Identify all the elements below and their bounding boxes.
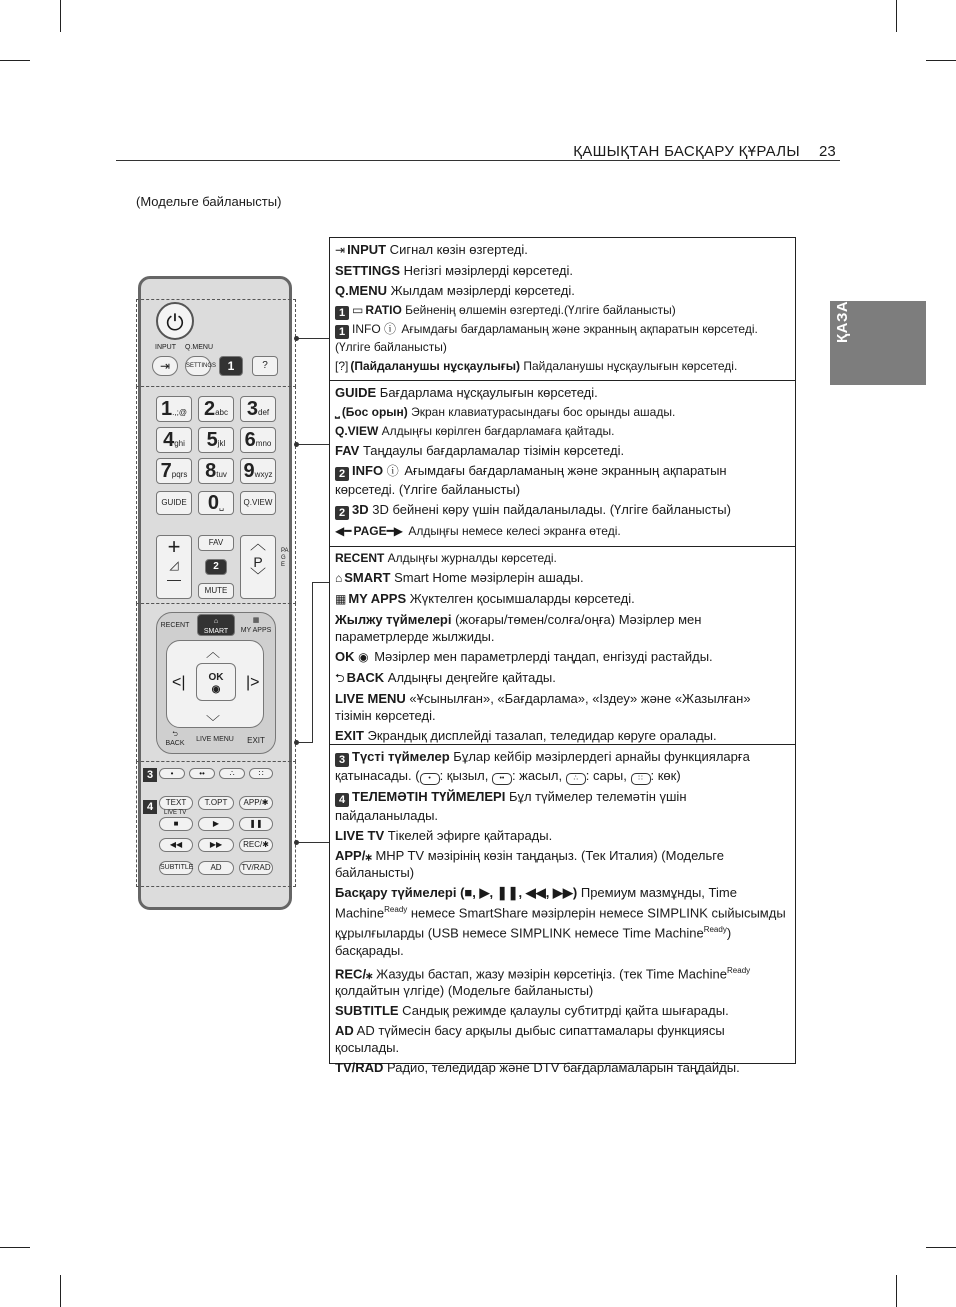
number-badge: 3 [335,753,349,767]
fav-button[interactable]: FAV [198,535,234,551]
number-key-4[interactable]: 4ghi [156,427,192,453]
crop-mark [60,0,61,32]
page-number: 23 [819,143,836,160]
crop-mark [0,60,30,61]
model-note: (Модельге байланысты) [136,194,282,209]
marker-3: 3 [143,768,157,782]
back-button[interactable]: ⮌ BACK [165,731,185,747]
red-button[interactable]: • [159,768,185,779]
arrow-down-icon[interactable]: ﹀ [206,714,220,730]
rec-button[interactable]: REC/✱ [239,838,273,852]
number-key-7[interactable]: 7pqrs [156,458,192,484]
input-button[interactable]: ⇥ [152,356,178,376]
description-table [329,237,796,1075]
table-section-3: RECENT Алдыңғы журналды көрсетеді. ⌂ SMART Smart Home мәзірлерін ашады. ▦ MY APPS Жүктелген қосымшаларды көрсетеді. Жылжу түймелері (жоғары/төмен/солға/оңға) Мәзірлер мен параметрлерде жылжиды. OK ◉ Мәзірлер мен параметрлерді таңдап, енгізуді растайды. ⮌ BACK Алдыңғы деңгейге қайтады. LIVE MENU «Ұсынылған», «Бағдарлама», «Іздеу» және «Жазылған» тізімін көрсетеді. EXIT Экрандық дисплейді тазалап, теледидар көруге оралады. [330,547,795,745]
info-icon: ⓘ [384,322,397,336]
input-label: INPUT [155,344,176,351]
ratio-icon: ▭ [352,303,364,317]
page-header-title: ҚАШЫҚТАН БАСҚАРУ ҚҰРАЛЫ [573,143,800,160]
stop-button[interactable]: ■ [159,817,193,831]
play-button[interactable]: ▶ [198,817,234,831]
home-icon: ⌂ [335,571,343,585]
leader-line [298,742,312,743]
blue-button[interactable]: ∷ [249,768,273,779]
leader-line [298,842,330,843]
number-badge: 2 [335,506,349,520]
help-button[interactable]: ? [252,356,278,376]
yellow-button[interactable]: ∴ [219,768,245,779]
mute-button[interactable]: MUTE [198,583,234,599]
leader-line [312,582,330,583]
number-badge: 2 [335,467,349,481]
crop-mark [896,0,897,32]
yellow-dot-icon: ∴ [566,773,586,785]
tvrad-button[interactable]: TV/RAD [239,861,273,875]
number-badge: 1 [335,306,349,320]
help-icon: [?] [335,359,349,373]
green-button[interactable]: •• [189,768,215,779]
crop-mark [0,1247,30,1248]
zero-button[interactable]: 0␣ [198,491,234,515]
pause-button[interactable]: ❚❚ [239,817,273,831]
table-section-2: GUIDE Бағдарлама нұсқаулығын көрсетеді. ⎵ (Бос орын) Экран клавиатурасындағы бос орынды ашады. Q.VIEW Алдыңғы көрілген бағдарламаға қайтады. FAV Таңдаулы бағдарламалар тізімін көрсетеді. 2 INFO ⓘ Ағымдағы бағдарламаның және экранның ақпаратын көрсетеді. (Үлгіге байланысты) 2 3D 3D бейнені көру үшін пайдаланылады. (Үлгіге байланысты) ◀━ PAGE━▶ Алдыңғы немесе келесі экранға өтеді. [330,381,795,547]
settings-button[interactable]: SETTINGS [185,356,211,376]
leader-line [312,582,313,743]
marker-4: 4 [143,800,157,814]
arrow-right-icon[interactable]: |> [246,674,260,691]
space-icon: ⎵ [335,405,340,419]
number-badge: 1 [335,325,349,339]
input-icon: ⇥ [335,243,346,257]
livemenu-button[interactable]: LIVE MENU [196,736,234,743]
recent-button[interactable]: RECENT [160,622,190,629]
power-icon: ⏻ [166,310,184,335]
myapps-button[interactable]: ▦ MY APPS [240,617,272,634]
language-tab-label: ҚАЗАҚША [834,264,851,343]
text-button[interactable]: TEXT [159,796,193,810]
topt-button[interactable]: T.OPT [198,796,234,810]
crop-mark [926,1247,956,1248]
exit-button[interactable]: EXIT [247,736,265,745]
ratio-button[interactable]: 1 [219,356,243,376]
program-rocker[interactable]: ︿ P ﹀ [240,535,276,599]
3d-button[interactable]: 2 [205,559,227,575]
back-icon: ⮌ [335,671,345,685]
arrow-left-icon[interactable]: <| [172,674,186,691]
info-icon: ⓘ [386,464,399,478]
forward-button[interactable]: ▶▶ [198,838,234,852]
page-left-icon: ◀━ [335,524,352,538]
red-dot-icon: • [420,773,440,785]
leader-line [298,444,330,445]
crop-mark [926,60,956,61]
arrow-up-icon[interactable]: ︿ [206,644,220,660]
green-dot-icon: •• [492,773,512,785]
number-key-5[interactable]: 5jkl [198,427,234,453]
guide-button[interactable]: GUIDE [156,491,192,515]
ok-dot-icon: ◉ [358,650,369,664]
table-section-1: ⇥ INPUT Сигнал көзін өзгертеді. SETTINGS Негізгі мәзірлерді көрсетеді. Q.MENU Жылдам мәзірлерді көрсетеді. 1 ▭ RATIO Бейненің өлшемін өзгертеді.(Үлгіге байланысты) 1 INFO ⓘ Ағымдағы бағдарламаның және экранның ақпаратын көрсетеді. (Үлгіге байланысты) [?] (Пайдаланушы нұсқаулығы) Пайдаланушы нұсқаулығын көрсетеді. [330,238,795,381]
number-key-9[interactable]: 9wxyz [240,458,276,484]
header-rule [116,160,840,161]
volume-rocker[interactable]: + ◿ — [156,535,192,599]
number-key-3[interactable]: 3def [240,396,276,422]
page-right-icon: ━▶ [386,524,404,538]
number-badge: 4 [335,793,349,807]
qmenu-label: Q.MENU [185,344,213,351]
apps-grid-icon: ▦ [335,592,347,606]
number-key-2[interactable]: 2abc [198,396,234,422]
number-key-8[interactable]: 8tuv [198,458,234,484]
qview-button[interactable]: Q.VIEW [240,491,276,515]
page-side-label: PAGE [281,548,289,568]
number-key-1[interactable]: 1.,;@ [156,396,192,422]
subtitle-button[interactable]: SUBTITLE [159,861,193,875]
crop-mark [896,1275,897,1307]
blue-dot-icon: ∷ [631,773,651,785]
smart-button[interactable]: ⌂ SMART [197,614,235,636]
ok-button[interactable]: OK ◉ [196,663,236,701]
app-button[interactable]: APP/✱ [239,796,273,810]
ad-button[interactable]: AD [198,861,234,875]
rewind-button[interactable]: ◀◀ [159,838,193,852]
leader-line [298,338,330,339]
number-key-6[interactable]: 6mno [240,427,276,453]
livetv-label: LIVE TV [164,810,187,816]
language-tab [830,264,926,385]
crop-mark [60,1275,61,1307]
power-button[interactable] [156,302,194,340]
table-section-4: 3 Түсті түймелер Бұлар кейбір мәзірлердегі арнайы функцияларға қатынасады. ( • : қызыл, •• : жасыл, ∴ : сары, ∷ : көк) 4 ТЕЛЕМӘТІН ТҮЙМЕЛЕРІ Бұл түймелер телемәтін үшін пайдаланылады. LIVE TV Тікелей эфирге қайтарады. APP/⁎ MHP TV мәзірінің көзін таңдаңыз. (Тек Италия) (Модельге байланысты) Басқару түймелері (■, ▶, ❚❚, ◀◀, ▶▶) Премиум мазмұнды, Time Machine$^{Ready}$ немесе SmartShare мәзірлерін немесе SIMPLINK сыйысымды құрылғыларды (USB немесе SIMPLINK немесе Time Machine$^{Ready}$) басқарады. REC/⁎ Жазуды бастап, жазу мәзірін көрсетіңіз. (тек Time Machine$^{Ready}$ қолдайтын үлгіде) (Модельге байланысты) SUBTITLE Сандық режимде қалаулы субтитрді қайта шығарады. AD AD түймесін басу арқылы дыбыс сипаттамалары функциясы қосылады. TV/RAD Радио, теледидар және DTV бағдарламаларын таңдайды. [335,749,786,1075]
